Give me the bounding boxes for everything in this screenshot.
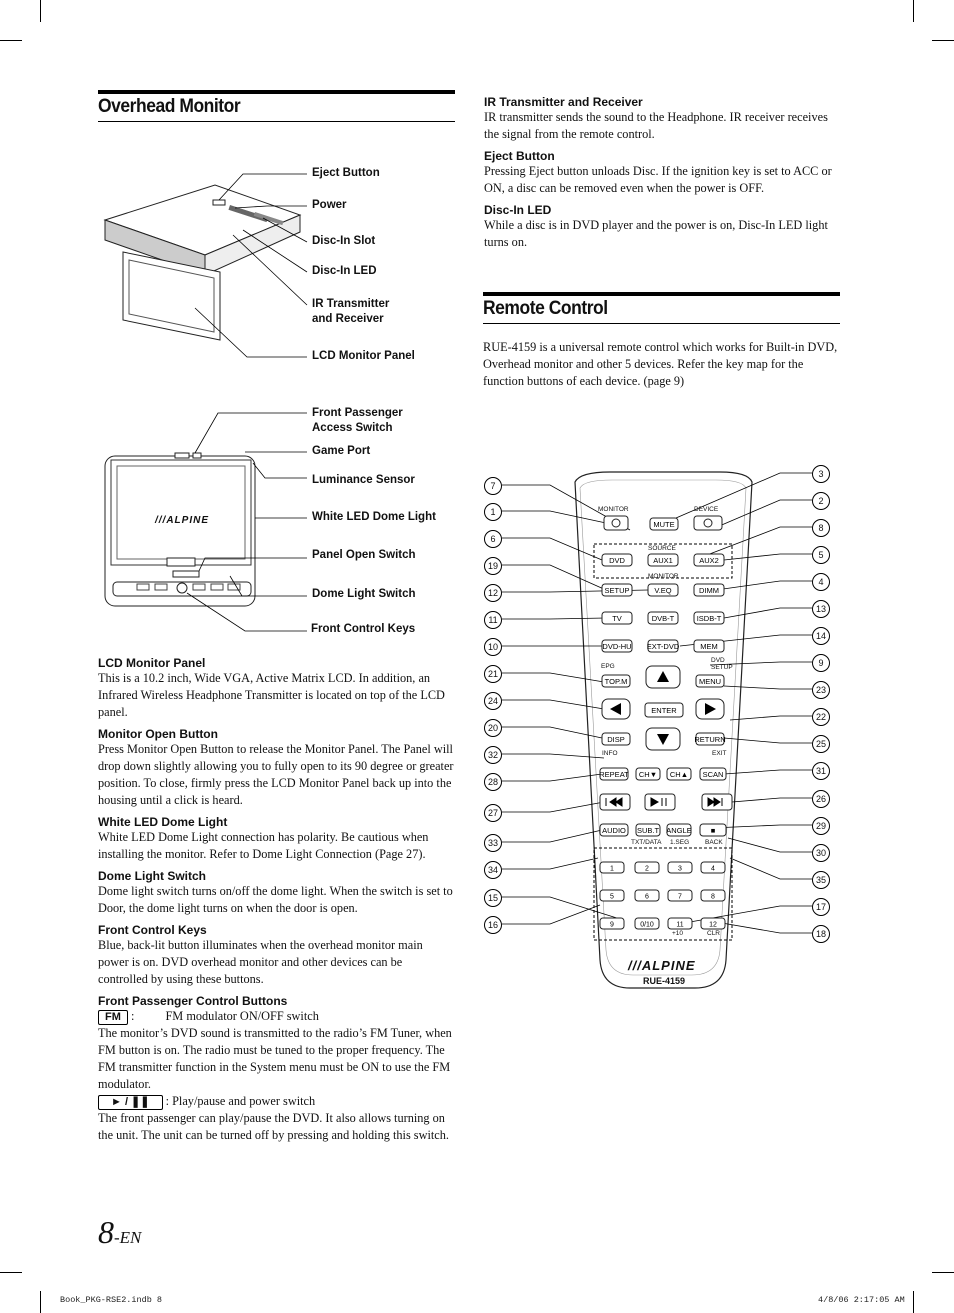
play-pause-button[interactable]	[645, 794, 675, 810]
crop-mark	[932, 1272, 954, 1273]
footer-file-info: Book_PKG-RSE2.indb 8	[60, 1295, 163, 1305]
section-body: IR transmitter sends the sound to the Headphone. IR receiver receives the signal from the remote control.	[484, 110, 828, 141]
section-front-control-keys	[98, 923, 454, 988]
remote-button[interactable]	[666, 824, 691, 836]
right-description-column	[484, 95, 840, 257]
remote-button-label: AUX2	[699, 556, 719, 565]
callout-number-10: 10	[484, 638, 502, 656]
remote-button[interactable]	[694, 640, 724, 652]
remote-button-label: 9	[610, 921, 614, 929]
remote-button[interactable]	[668, 862, 692, 873]
play-pause-key-icon: ► / ❚❚	[98, 1095, 163, 1110]
label-game-port: Game Port	[312, 445, 371, 457]
section-heading: IR Transmitter and Receiver	[484, 95, 643, 109]
remote-button[interactable]	[602, 584, 632, 596]
section-body: Pressing Eject button unloads Disc. If the ignition key is set to ACC or ON, a disc can be removed even when the power is OFF.	[484, 164, 832, 195]
label-white-led-dome-light: White LED Dome Light	[312, 511, 436, 523]
fm-key-description: FM modulator ON/OFF switch	[165, 1009, 319, 1023]
remote-button-label: 5	[610, 893, 614, 901]
remote-button-label: RETURN	[694, 735, 726, 744]
remote-button[interactable]	[648, 554, 678, 566]
remote-button-label: ■	[710, 826, 716, 835]
callout-number-9: 9	[812, 654, 830, 672]
remote-button-label: AUDIO	[602, 826, 626, 835]
remote-button[interactable]	[636, 824, 660, 836]
remote-button-label: DISP	[607, 735, 625, 744]
remote-label-seg: 1.SEG	[670, 839, 690, 846]
callout-number-27: 27	[484, 804, 502, 822]
remote-button[interactable]	[635, 890, 659, 901]
callout-number-18: 18	[812, 925, 830, 943]
remote-button[interactable]	[647, 640, 680, 652]
remote-button[interactable]	[667, 768, 691, 780]
front-monitor-logo: ///ALPINE	[155, 515, 210, 526]
remote-button-label: 2	[645, 865, 649, 873]
remote-button-label: 6	[645, 893, 649, 901]
remote-label-epg: EPG	[601, 663, 615, 670]
remote-button[interactable]	[635, 862, 659, 873]
remote-button-label: DVD	[609, 556, 625, 565]
callout-number-30: 30	[812, 844, 830, 862]
remote-button-label: DVD-HU	[602, 642, 632, 651]
callout-number-26: 26	[812, 790, 830, 808]
callout-number-35: 35	[812, 871, 830, 889]
remote-button[interactable]	[602, 675, 630, 687]
remote-control-intro: RUE-4159 is a universal remote control which works for Built-in DVD, Overhead monitor and other 5 devices. Refer the key map for the function buttons of each device. (page 9)	[483, 340, 838, 388]
crop-mark	[913, 0, 914, 22]
remote-alpine-logo: ///ALPINE	[628, 958, 696, 973]
callout-number-16: 16	[484, 916, 502, 934]
remote-button-label: TOP.M	[604, 677, 628, 686]
label-dome-light-switch: Dome Light Switch	[312, 588, 416, 600]
callout-number-3: 3	[812, 465, 830, 483]
remote-button[interactable]	[602, 640, 632, 652]
remote-button[interactable]	[694, 554, 724, 566]
fm-key-icon: FM	[98, 1010, 128, 1025]
crop-mark	[40, 0, 41, 22]
section-heading: LCD Monitor Panel	[98, 656, 206, 670]
remote-button-label: 3	[678, 865, 682, 873]
remote-label-exit: EXIT	[712, 750, 727, 757]
remote-button[interactable]	[602, 612, 632, 624]
remote-heading-rule-top	[483, 292, 840, 296]
remote-button[interactable]	[701, 862, 725, 873]
page-number-suffix: -EN	[114, 1228, 142, 1247]
label-panel-open-switch: Panel Open Switch	[312, 549, 416, 561]
section-ir-transmitter	[484, 95, 840, 143]
section-body: Dome light switch turns on/off the dome light. When the switch is set to Door, the dome light turns on when the door is open.	[98, 884, 453, 915]
remote-button[interactable]	[635, 918, 659, 929]
remote-button[interactable]	[600, 890, 624, 901]
remote-button[interactable]	[602, 554, 632, 566]
crop-mark	[0, 40, 22, 41]
remote-label-plus10: +10	[672, 930, 684, 937]
section-eject-button	[484, 149, 840, 197]
callout-number-5: 5	[812, 546, 830, 564]
remote-button[interactable]	[694, 612, 724, 624]
remote-button[interactable]	[694, 733, 725, 745]
callout-number-11: 11	[484, 611, 502, 629]
label-front-passenger-access-switch: Front Passenger Access Switch	[312, 407, 403, 434]
remote-button[interactable]	[700, 768, 726, 780]
section-body: Press Monitor Open Button to release the Monitor Panel. The Panel will drop down slightly allowing you to fully open to its 90 degree or greater position. To close, firmly press the LCD Monitor Panel back up into the housing until a click is heard.	[98, 742, 454, 807]
callout-number-24: 24	[484, 692, 502, 710]
remote-button-label: MENU	[698, 677, 722, 686]
crop-mark	[40, 1291, 41, 1313]
remote-button-label: SCAN	[702, 770, 724, 779]
callout-number-14: 14	[812, 627, 830, 645]
section-body: Blue, back-lit button illuminates when the overhead monitor main power is on. DVD overhead monitor and other devices can be controlled by using these buttons.	[98, 938, 423, 986]
label-eject-button: Eject Button	[312, 167, 380, 179]
play-body: The front passenger can play/pause the DVD. It also allows turning on the unit. The unit can be turned off by pressing and holding this switch.	[98, 1111, 449, 1142]
label-disc-in-led: Disc-In LED	[312, 265, 377, 277]
overhead-monitor-diagram	[95, 160, 455, 370]
section-body: White LED Dome Light connection has polarity. Be cautious when installing the monitor. Refer to Dome Light Connection (Page 27).	[98, 830, 429, 861]
callout-number-34: 34	[484, 861, 502, 879]
callout-number-15: 15	[484, 889, 502, 907]
remote-button-label: V.EQ	[654, 586, 672, 595]
overhead-monitor-title: Overhead Monitor	[98, 96, 241, 117]
section-lcd-monitor-panel	[98, 656, 454, 721]
callout-number-23: 23	[812, 681, 830, 699]
remote-button-label: 12	[709, 921, 717, 929]
remote-control-title: Remote Control	[483, 298, 608, 319]
remote-label-monitor2: MONITOR	[648, 573, 679, 580]
section-heading: White LED Dome Light	[98, 815, 228, 829]
remote-button-label: ISDB-T	[696, 614, 722, 623]
section-heading: Eject Button	[484, 149, 555, 163]
callout-number-33: 33	[484, 834, 502, 852]
fm-body: The monitor’s DVD sound is transmitted to the radio’s FM Tuner, when FM button is on. The radio must be tuned to the proper frequency. The FM transmitter function in the System menu must be ON to use the FM modulator.	[98, 1026, 452, 1091]
section-heading: Front Passenger Control Buttons	[98, 994, 288, 1008]
remote-button-label: EXT-DVD	[646, 642, 680, 651]
label-lcd-monitor-panel: LCD Monitor Panel	[312, 350, 415, 362]
label-disc-in-slot: Disc-In Slot	[312, 235, 376, 247]
remote-button[interactable]	[650, 518, 678, 530]
callout-number-28: 28	[484, 773, 502, 791]
label-ir-transmitter: IR Transmitter and Receiver	[312, 298, 390, 325]
remote-button[interactable]	[694, 584, 724, 596]
callout-number-22: 22	[812, 708, 830, 726]
section-disc-in-led	[484, 203, 840, 251]
remote-button[interactable]	[636, 768, 660, 780]
remote-button[interactable]	[600, 918, 624, 929]
section-heading: Disc-In LED	[484, 203, 552, 217]
remote-button[interactable]	[668, 890, 692, 901]
remote-button-label: 4	[711, 865, 715, 873]
remote-model-label: RUE-4159	[643, 976, 686, 986]
play-key-colon: :	[165, 1094, 169, 1108]
remote-button[interactable]	[668, 918, 692, 929]
remote-label-info: INFO	[602, 750, 618, 757]
callout-number-31: 31	[812, 762, 830, 780]
remote-label-dvd-setup: DVD SETUP	[711, 657, 733, 671]
remote-button[interactable]	[648, 584, 678, 596]
monitor-power-button[interactable]	[604, 516, 628, 530]
remote-button-label: ENTER	[651, 706, 677, 715]
callout-number-7: 7	[484, 477, 502, 495]
page-number-digit: 8	[98, 1214, 114, 1250]
remote-label-txt: TXT/DATA	[631, 839, 662, 846]
heading-rule-top	[98, 90, 455, 94]
callout-number-4: 4	[812, 573, 830, 591]
callout-number-13: 13	[812, 600, 830, 618]
page-number	[98, 1214, 141, 1251]
remote-button[interactable]	[696, 675, 724, 687]
callout-number-1: 1	[484, 503, 502, 521]
heading-rule-bottom	[98, 121, 455, 122]
crop-mark	[0, 1272, 22, 1273]
remote-control-diagram	[480, 460, 850, 1020]
crop-mark	[932, 40, 954, 41]
section-heading: Front Control Keys	[98, 923, 207, 937]
callout-number-6: 6	[484, 530, 502, 548]
remote-button-label: AUX1	[653, 556, 673, 565]
remote-button-label: SETUP	[604, 586, 630, 595]
section-heading: Monitor Open Button	[98, 727, 218, 741]
remote-button-label: MUTE	[653, 520, 675, 529]
remote-label-device: DEVICE	[694, 506, 719, 513]
remote-label-clr: CLR	[707, 930, 721, 937]
remote-button-label: CH▼	[638, 770, 658, 779]
remote-button-label: ANGLE	[666, 826, 692, 835]
remote-button-label: CH▲	[669, 770, 689, 779]
callout-number-8: 8	[812, 519, 830, 537]
section-heading: Dome Light Switch	[98, 869, 206, 883]
remote-button-label: DIMM	[699, 586, 719, 595]
remote-button-label: 1	[610, 865, 614, 873]
section-body: This is a 10.2 inch, Wide VGA, Active Matrix LCD. In addition, an Infrared Wireless Headphone Transmitter is located on top of the LCD panel.	[98, 671, 445, 719]
section-front-passenger-control-buttons	[98, 994, 454, 1144]
callout-number-19: 19	[484, 557, 502, 575]
left-description-column	[98, 656, 454, 1150]
remote-button-label: 8	[711, 893, 715, 901]
remote-button-label: TV	[612, 614, 622, 623]
fm-key-colon: :	[130, 1009, 135, 1023]
remote-button[interactable]	[600, 824, 628, 836]
remote-label-source: SOURCE	[648, 545, 676, 552]
remote-button-label: 0/10	[640, 921, 654, 929]
callout-number-29: 29	[812, 817, 830, 835]
callout-number-32: 32	[484, 746, 502, 764]
remote-button-label: 11	[676, 921, 684, 929]
label-front-control-keys: Front Control Keys	[311, 623, 416, 635]
remote-button-label: REPEAT	[599, 770, 629, 779]
callout-number-21: 21	[484, 665, 502, 683]
remote-button-label: 7	[678, 893, 682, 901]
crop-mark	[913, 1291, 914, 1313]
remote-heading-rule-bottom	[483, 323, 840, 324]
fm-key-line	[98, 1008, 454, 1025]
remote-button[interactable]	[701, 918, 725, 929]
label-power: Power	[312, 199, 347, 211]
remote-button-label: SUB.T	[636, 826, 660, 835]
remote-button[interactable]	[645, 703, 683, 717]
label-luminance-sensor: Luminance Sensor	[312, 474, 415, 486]
callout-number-25: 25	[812, 735, 830, 753]
callout-number-2: 2	[812, 492, 830, 510]
remote-button[interactable]	[700, 824, 726, 836]
callout-number-12: 12	[484, 584, 502, 602]
remote-button[interactable]	[701, 890, 725, 901]
section-monitor-open-button	[98, 727, 454, 809]
remote-label-monitor: MONITOR	[598, 506, 629, 513]
play-key-line	[98, 1093, 454, 1110]
callout-number-17: 17	[812, 898, 830, 916]
section-dome-light-switch	[98, 869, 454, 917]
footer-timestamp: 4/8/06 2:17:05 AM	[818, 1295, 905, 1305]
remote-label-back: BACK	[705, 839, 723, 846]
remote-button[interactable]	[600, 862, 624, 873]
section-body: While a disc is in DVD player and the power is on, Disc-In LED light turns on.	[484, 218, 828, 249]
section-white-led-dome-light	[98, 815, 454, 863]
remote-button-label: MEM	[700, 642, 718, 651]
device-power-button[interactable]	[694, 516, 722, 530]
remote-button-label: DVB-T	[651, 614, 675, 623]
remote-button[interactable]	[602, 733, 630, 745]
play-key-description: Play/pause and power switch	[172, 1094, 316, 1108]
callout-number-20: 20	[484, 719, 502, 737]
remote-button[interactable]	[648, 612, 678, 624]
remote-button[interactable]	[599, 768, 629, 780]
